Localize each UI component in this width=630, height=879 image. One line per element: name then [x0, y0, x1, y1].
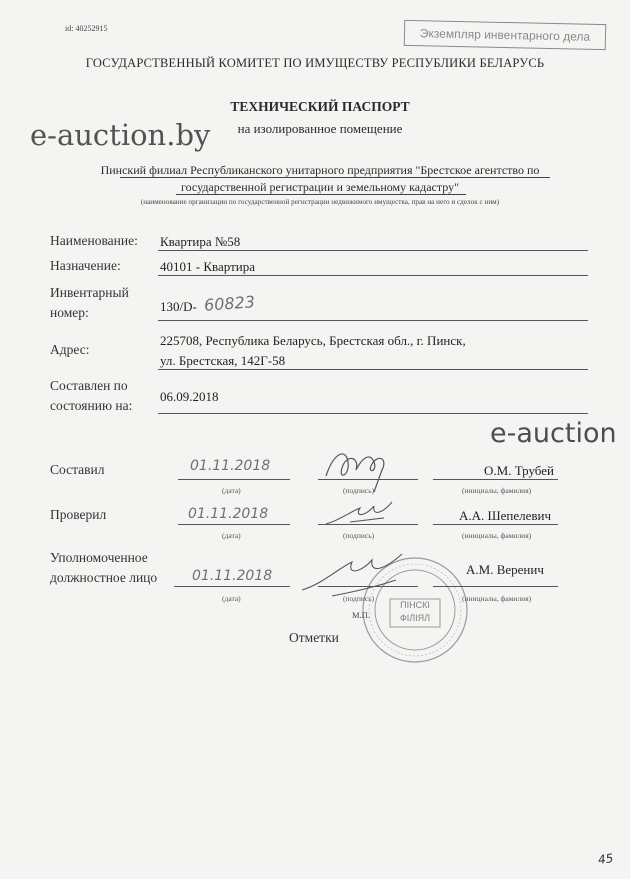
compiled-sign-caption: (подпись)	[343, 486, 375, 495]
name-value: Квартира №58	[160, 234, 241, 249]
checked-date-line	[178, 524, 290, 525]
checked-name-line	[433, 524, 558, 525]
page-number: 45	[597, 851, 615, 867]
address-label: Адрес:	[50, 342, 90, 357]
address-line-1: 225708, Республика Беларусь, Брестская обл., г. Пинск,	[160, 333, 466, 348]
purpose-underline	[158, 275, 588, 276]
committee-heading: ГОСУДАРСТВЕННЫЙ КОМИТЕТ ПО ИМУЩЕСТВУ РЕСПУБЛИКИ БЕЛАРУСЬ	[85, 56, 545, 70]
checked-date-caption: (дата)	[222, 531, 241, 540]
watermark-e-auction-by: e-auction.by	[30, 118, 211, 152]
document-title: ТЕХНИЧЕСКИЙ ПАСПОРТ	[230, 99, 410, 114]
checked-sign-caption: (подпись)	[343, 531, 375, 540]
inventory-copy-stamp: Экземпляр инвентарного дела	[404, 20, 607, 50]
document-id: id: 40252915	[65, 24, 108, 33]
purpose-label: Назначение:	[50, 258, 121, 273]
compiled-label: Составил	[50, 462, 105, 477]
official-sign-caption: (подпись)	[343, 594, 375, 603]
state-label-2: состоянию на:	[50, 398, 133, 413]
checked-sign-line	[318, 524, 418, 525]
official-label-2: должностное лицо	[50, 570, 158, 585]
official-label-1: Уполномоченное	[50, 550, 148, 565]
official-date-line	[174, 586, 290, 587]
checked-name-caption: (инициалы, фамилия)	[462, 531, 532, 540]
name-label: Наименование:	[50, 233, 138, 248]
inventory-prefix: 130/D-	[160, 299, 197, 314]
mp-label: М.П.	[352, 610, 370, 620]
official-name-caption: (инициалы, фамилия)	[462, 594, 532, 603]
compiled-date: 01.11.2018	[190, 458, 271, 474]
inventory-label-1: Инвентарный	[50, 285, 129, 300]
inventory-underline	[158, 320, 588, 321]
official-date-caption: (дата)	[222, 594, 241, 603]
organization-line-1: Пинский филиал Республиканского унитарного предприятия "Брестское агентство по	[100, 163, 540, 177]
inventory-label-2: номер:	[50, 305, 89, 320]
name-underline	[158, 250, 588, 251]
official-name: А.М. Веренич	[466, 562, 544, 577]
state-value: 06.09.2018	[160, 389, 219, 404]
state-underline	[158, 413, 588, 414]
checked-signature	[320, 494, 400, 534]
organization-underline-2	[176, 194, 466, 195]
compiled-name: О.М. Трубей	[484, 463, 554, 478]
inventory-handwritten-number: 60823	[203, 292, 256, 315]
marks-heading: Отметки	[289, 630, 339, 645]
official-name-line	[433, 586, 558, 587]
official-sign-line	[318, 586, 418, 587]
compiled-date-caption: (дата)	[222, 486, 241, 495]
purpose-value: 40101 - Квартира	[160, 259, 255, 274]
address-underline	[158, 369, 588, 370]
official-date: 01.11.2018	[192, 568, 273, 584]
state-label-1: Составлен по	[50, 378, 128, 393]
compiled-date-line	[178, 479, 290, 480]
seal-text: ПІНСКІ ФІЛІЯЛ	[399, 600, 431, 623]
checked-date: 01.11.2018	[188, 506, 269, 522]
address-line-2: ул. Брестская, 142Г-58	[160, 353, 286, 368]
compiled-sign-line	[318, 479, 418, 480]
compiled-name-line	[433, 479, 558, 480]
checked-name: А.А. Шепелевич	[459, 508, 552, 523]
document-subtitle: на изолированное помещение	[237, 121, 403, 136]
organization-caption: (наименование организации по государственной регистрации недвижимого имущества, прав на него и сделок с ним)	[140, 198, 500, 206]
watermark-e-auction: e-auction	[490, 418, 617, 449]
organization-line-2: государственной регистрации и земельному кадастру"	[180, 180, 460, 194]
organization-underline-1	[120, 177, 550, 178]
checked-label: Проверил	[50, 507, 107, 522]
compiled-name-caption: (инициалы, фамилия)	[462, 486, 532, 495]
